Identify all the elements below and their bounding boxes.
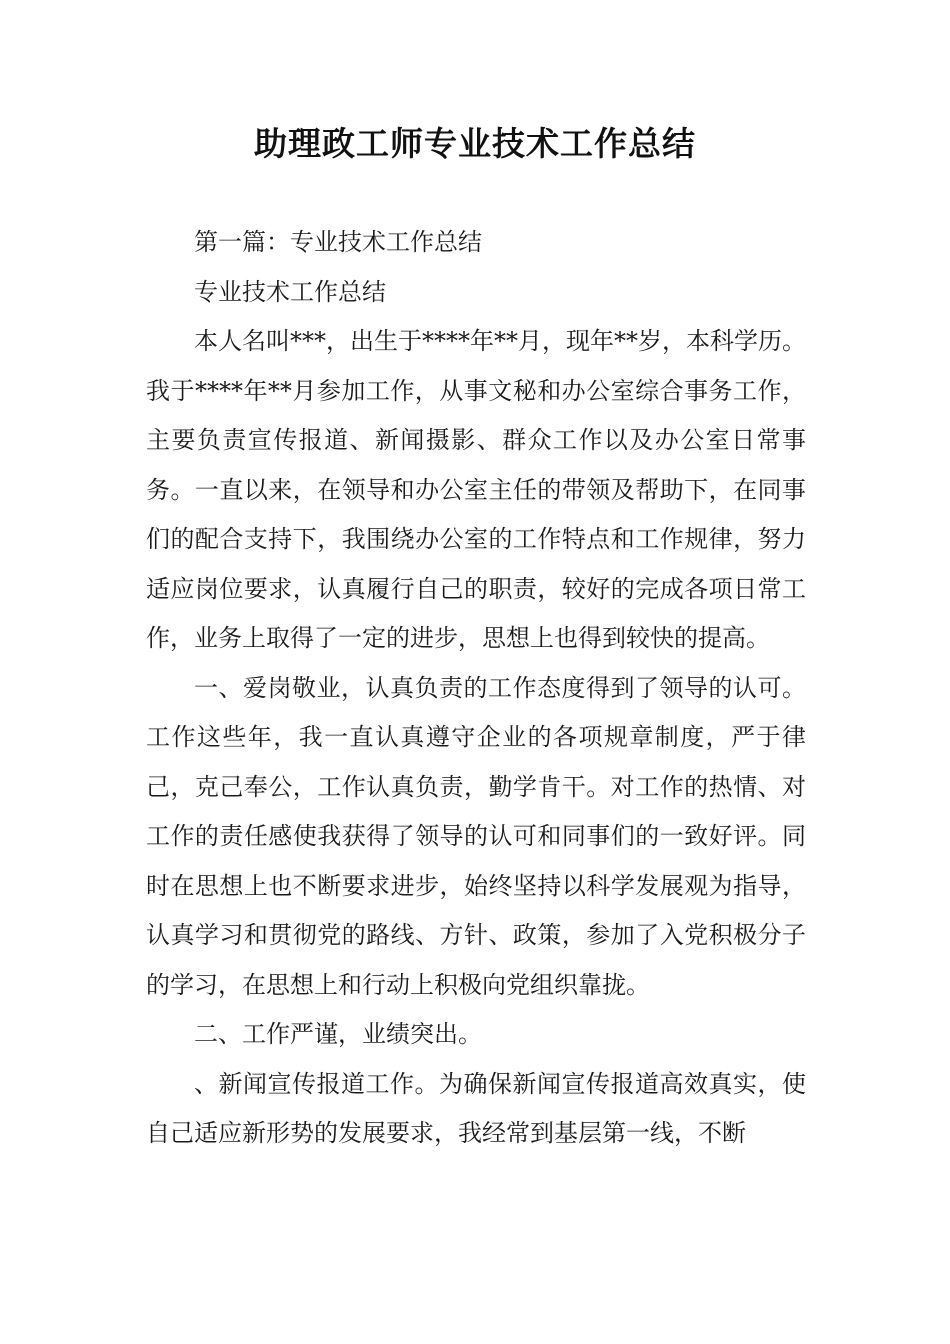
subsection-heading: 专业技术工作总结 — [194, 277, 386, 306]
body-paragraph: 、新闻宣传报道工作。为确保新闻宣传报道高效真实，使自己适应新形势的发展要求，我经常到基层第一线，不断 — [146, 1069, 806, 1147]
section-heading: 第一篇：专业技术工作总结 — [194, 228, 482, 256]
document-body — [146, 218, 806, 1159]
document-title: 助理政工师专业技术工作总结 — [254, 124, 696, 163]
body-paragraph: 一、爱岗敬业，认真负责的工作态度得到了领导的认可。工作这些年，我一直认真遵守企业的各项规章制度，严于律己，克己奉公，工作认真负责，勤学肯干。对工作的热情、对工作的责任感使我获得了领导的认可和同事们的一致好评。同时在思想上也不断要求进步，始终坚持以科学发展观为指导，认真学习和贯彻党的路线、方针、政策，参加了入党积极分子的学习，在思想上和行动上积极向党组织靠拢。 — [146, 673, 806, 999]
body-paragraph: 本人名叫***，出生于****年**月，现年**岁，本科学历。我于****年**月参加工作，从事文秘和办公室综合事务工作，主要负责宣传报道、新闻摄影、群众工作以及办公室日常事务。一直以来，在领导和办公室主任的带领及帮助下，在同事们的配合支持下，我围绕办公室的工作特点和工作规律，努力适应岗位要求，认真履行自己的职责，较好的完成各项日常工作，业务上取得了一定的进步，思想上也得到较快的提高。 — [146, 327, 806, 652]
body-paragraph: 二、工作严谨，业绩突出。 — [194, 1020, 482, 1048]
